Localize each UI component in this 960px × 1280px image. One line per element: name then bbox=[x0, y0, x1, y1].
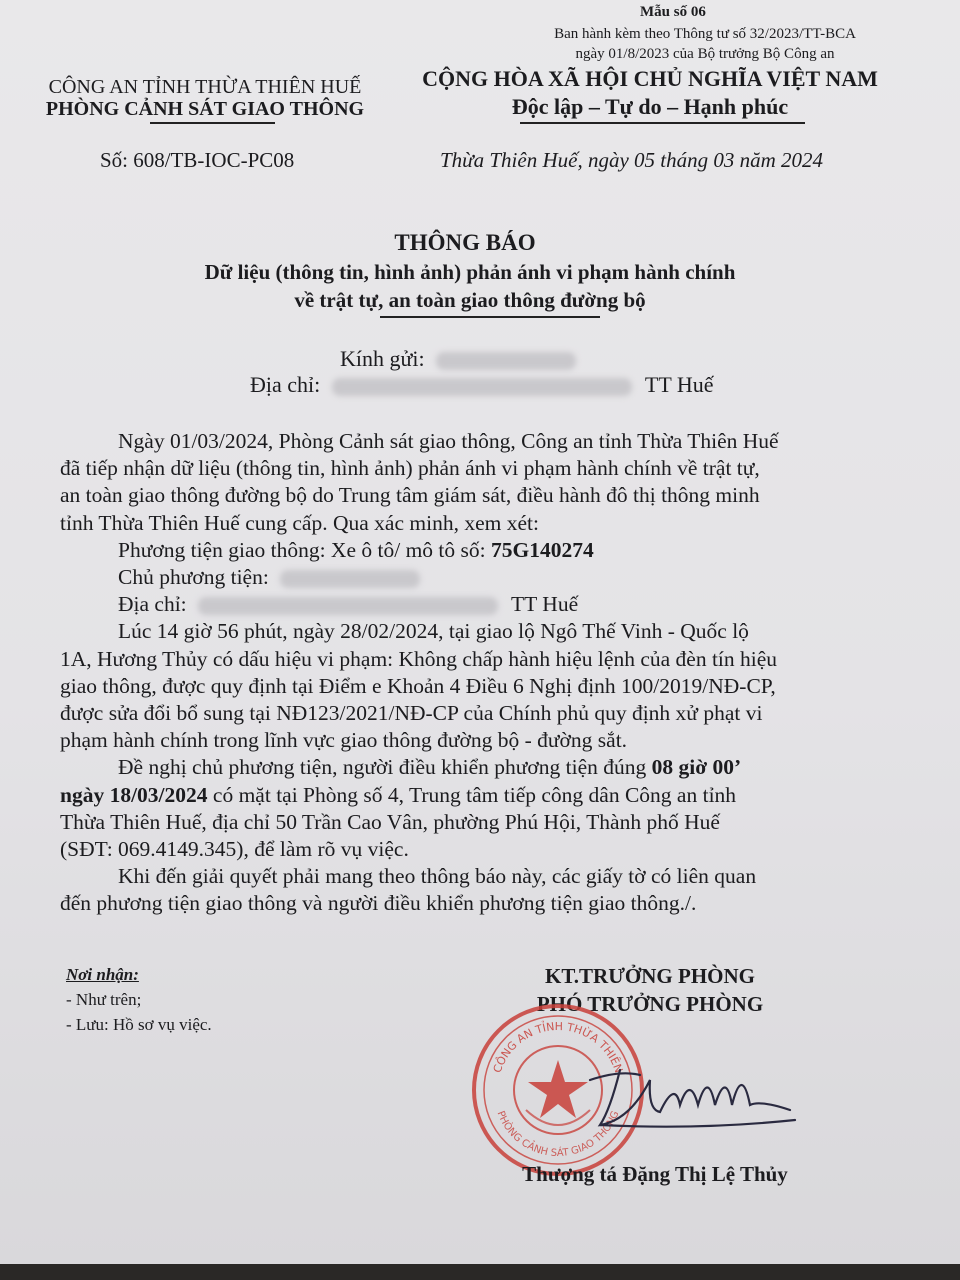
paragraph-line: Ngày 01/03/2024, Phòng Cảnh sát giao thông, Công an tỉnh Thừa Thiên Huế bbox=[118, 429, 779, 453]
national-title: CỘNG HÒA XÃ HỘI CHỦ NGHĨA VIỆT NAM bbox=[422, 66, 878, 91]
title-underline bbox=[380, 316, 600, 318]
recipient-label: Kính gửi: bbox=[340, 346, 425, 371]
stamp-text-top: CÔNG AN TỈNH THỪA THIÊN bbox=[490, 1019, 626, 1075]
paragraph-line: giao thông, được quy định tại Điểm e Khoản 4 Điều 6 Nghị định 100/2019/NĐ-CP, bbox=[60, 673, 776, 698]
place-and-date: Thừa Thiên Huế, ngày 05 tháng 03 năm 2024 bbox=[440, 148, 824, 172]
paragraph-line: tỉnh Thừa Thiên Huế cung cấp. Qua xác minh, xem xét: bbox=[60, 510, 539, 535]
owner-line bbox=[60, 564, 890, 591]
paragraph-line: Lúc 14 giờ 56 phút, ngày 28/02/2024, tại giao lộ Ngô Thế Vinh - Quốc lộ bbox=[118, 619, 749, 644]
appointment-text: Đề nghị chủ phương tiện, người điều khiển phương tiện đúng bbox=[118, 755, 652, 780]
paragraph-intro bbox=[60, 428, 890, 918]
signer-title-2: PHÓ TRƯỞNG PHÒNG bbox=[536, 992, 764, 1016]
vehicle-plate: 75G140274 bbox=[491, 537, 594, 562]
appointment-time: 08 giờ 00’ bbox=[651, 755, 742, 780]
motto-underline bbox=[520, 122, 805, 124]
signer-title-1: KT.TRƯỞNG PHÒNG bbox=[545, 964, 755, 988]
redacted-recipient-name bbox=[436, 352, 576, 370]
paragraph-line: phạm hành chính trong lĩnh vực giao thông đường bộ - đường sắt. bbox=[60, 728, 628, 753]
owner-address-suffix: TT Huế bbox=[511, 592, 579, 617]
paragraph-line: Thừa Thiên Huế, địa chỉ 50 Trần Cao Vân, phường Phú Hội, Thành phố Huế bbox=[60, 809, 720, 834]
stamp-text-bottom: PHÒNG CẢNH SÁT GIAO THÔNG bbox=[494, 1109, 622, 1160]
recipients-block bbox=[66, 962, 212, 1037]
document-title: THÔNG BÁO bbox=[394, 230, 536, 255]
recipients-heading: Nơi nhận: bbox=[66, 965, 139, 984]
owner-address-line bbox=[60, 591, 890, 618]
paragraph-line: (SĐT: 069.4149.345), để làm rõ vụ việc. bbox=[60, 837, 409, 862]
recipient-address-line bbox=[250, 372, 714, 398]
appointment-line-1 bbox=[60, 754, 890, 781]
appointment-date: ngày 18/03/2024 bbox=[60, 782, 208, 807]
appointment-place: có mặt tại Phòng số 4, Trung tâm tiếp công dân Công an tỉnh bbox=[207, 782, 737, 807]
form-issuance-line-2: ngày 01/8/2023 của Bộ trưởng Bộ Công an bbox=[575, 46, 835, 62]
paragraph-line: đã tiếp nhận dữ liệu (thông tin, hình ảnh) phản ánh vi phạm hành chính về trật tự, bbox=[60, 456, 760, 481]
form-issuance-line-1: Ban hành kèm theo Thông tư số 32/2023/TT-BCA bbox=[554, 26, 856, 42]
form-number: Mẫu số 06 bbox=[640, 4, 706, 20]
redacted-owner-address bbox=[198, 597, 498, 615]
recipient-address-suffix: TT Huế bbox=[644, 372, 714, 397]
redacted-recipient-address bbox=[332, 378, 632, 396]
owner-label: Chủ phương tiện: bbox=[118, 565, 269, 590]
paragraph-line: 1A, Hương Thủy có dấu hiệu vi phạm: Không chấp hành hiệu lệnh của đèn tín hiệu bbox=[60, 646, 778, 671]
document-subtitle-line-1: Dữ liệu (thông tin, hình ảnh) phản ánh vi phạm hành chính bbox=[204, 260, 736, 284]
recipient-line bbox=[340, 346, 576, 372]
redacted-owner-name bbox=[280, 570, 420, 588]
paragraph-line: an toàn giao thông đường bộ do Trung tâm giám sát, điều hành đô thị thông minh bbox=[60, 483, 760, 508]
paragraph-line: đến phương tiện giao thông và người điều khiển phương tiện giao thông./. bbox=[60, 891, 697, 916]
appointment-line-2 bbox=[60, 782, 890, 809]
signer-name: Thượng tá Đặng Thị Lệ Thủy bbox=[522, 1162, 788, 1186]
handwritten-signature bbox=[580, 1050, 800, 1140]
issuing-department: PHÒNG CẢNH SÁT GIAO THÔNG bbox=[45, 98, 365, 120]
vehicle-line bbox=[60, 537, 890, 564]
national-motto: Độc lập – Tự do – Hạnh phúc bbox=[511, 94, 789, 119]
vehicle-label: Phương tiện giao thông: Xe ô tô/ mô tô số: bbox=[118, 537, 486, 562]
star-emblem-icon bbox=[528, 1060, 588, 1118]
owner-address-label: Địa chỉ: bbox=[118, 592, 187, 617]
document-subtitle-line-2: về trật tự, an toàn giao thông đường bộ bbox=[294, 288, 646, 312]
paragraph-line: Khi đến giải quyết phải mang theo thông báo này, các giấy tờ có liên quan bbox=[118, 864, 757, 889]
document-number: Số: 608/TB-IOC-PC08 bbox=[100, 148, 295, 172]
paragraph-line: được sửa đổi bổ sung tại NĐ123/2021/NĐ-CP của Chính phủ quy định xử phạt vi bbox=[60, 701, 763, 726]
recipient-address-label: Địa chỉ: bbox=[250, 372, 321, 397]
agency-underline bbox=[150, 122, 275, 124]
issuing-agency: CÔNG AN TỈNH THỪA THIÊN HUẾ bbox=[48, 76, 362, 98]
recipient-item: - Như trên; bbox=[66, 990, 142, 1009]
recipient-item: - Lưu: Hồ sơ vụ việc. bbox=[66, 1015, 212, 1034]
